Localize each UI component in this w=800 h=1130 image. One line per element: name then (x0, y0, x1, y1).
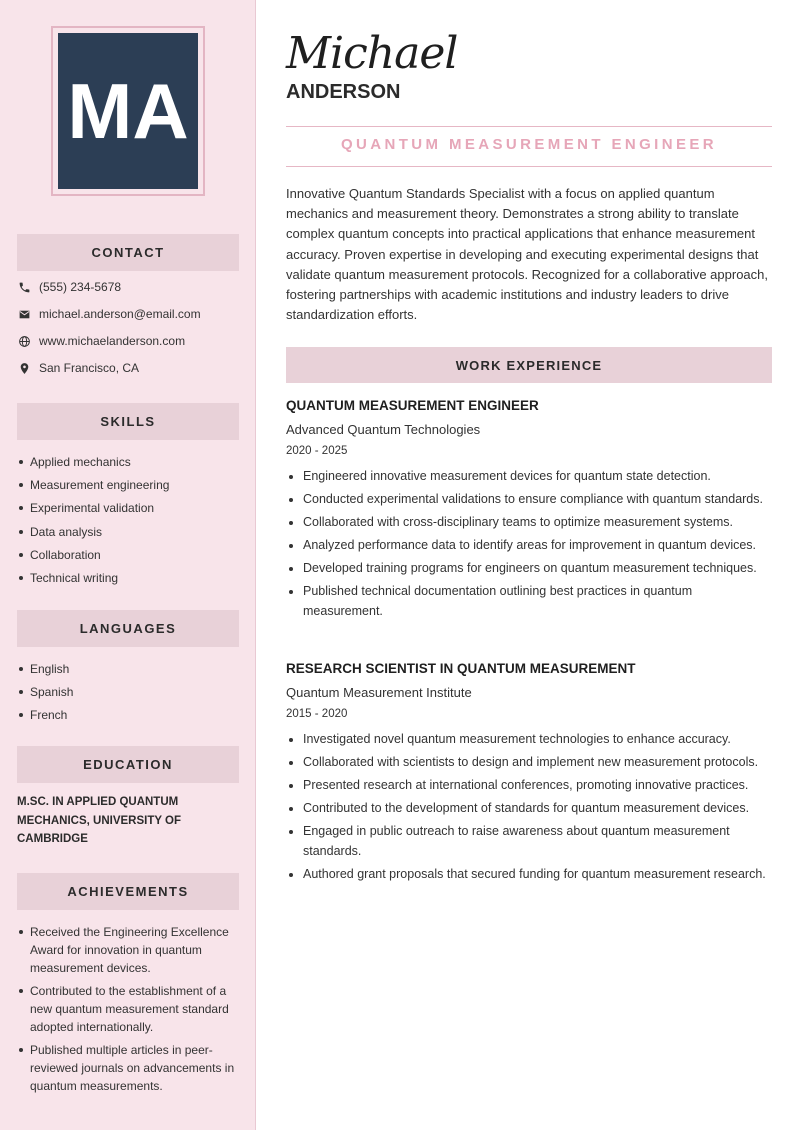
skill-item: Technical writing (17, 569, 241, 587)
contact-email (17, 307, 201, 321)
job-bullet: Engaged in public outreach to raise awareness about quantum measurement standards. (286, 822, 772, 861)
monogram-frame (51, 26, 205, 196)
language-item: English (17, 660, 241, 678)
achievement-item: Published multiple articles in peer-reviewed journals on advancements in quantum measurements. (17, 1041, 241, 1095)
title-rule-top (286, 126, 772, 127)
job-bullet: Conducted experimental validations to ensure compliance with quantum standards. (286, 490, 772, 510)
email-icon (17, 307, 31, 321)
languages-list (17, 660, 241, 724)
skill-item: Data analysis (17, 523, 241, 541)
skill-item: Experimental validation (17, 499, 241, 517)
website-text[interactable]: www.michaelanderson.com (39, 334, 186, 348)
achievements-list (17, 923, 241, 1095)
phone-icon (17, 280, 31, 294)
globe-icon (17, 334, 31, 348)
job-bullet: Analyzed performance data to identify areas for improvement in quantum devices. (286, 536, 772, 556)
contact-website (17, 334, 185, 348)
job-bullets (286, 730, 772, 888)
job-bullet: Investigated novel quantum measurement technologies to enhance accuracy. (286, 730, 772, 750)
location-text: San Francisco, CA (39, 361, 140, 375)
contact-phone (17, 280, 121, 294)
achievement-item: Contributed to the establishment of a new quantum measurement standard adopted internationally. (17, 982, 241, 1036)
first-name: Michael (286, 28, 458, 79)
title-rule-bottom (286, 166, 772, 167)
location-pin-icon (17, 361, 31, 375)
job-company: Quantum Measurement Institute (286, 685, 472, 700)
achievements-heading: ACHIEVEMENTS (17, 873, 239, 910)
language-item: Spanish (17, 683, 241, 701)
email-text[interactable]: michael.anderson@email.com (39, 307, 201, 321)
job-bullet: Developed training programs for engineers on quantum measurement techniques. (286, 559, 772, 579)
phone-text: (555) 234-5678 (39, 280, 122, 294)
skill-item: Collaboration (17, 546, 241, 564)
languages-heading: LANGUAGES (17, 610, 239, 647)
monogram: MA (58, 33, 198, 189)
job-company: Advanced Quantum Technologies (286, 422, 481, 437)
job-bullet: Presented research at international conferences, promoting innovative practices. (286, 776, 772, 796)
job-dates: 2020 - 2025 (286, 445, 348, 457)
achievement-item: Received the Engineering Excellence Award for innovation in quantum measurement devices. (17, 923, 241, 977)
skill-item: Measurement engineering (17, 476, 241, 494)
education-heading: EDUCATION (17, 746, 239, 783)
professional-title: QUANTUM MEASUREMENT ENGINEER (340, 136, 718, 153)
job-bullets (286, 467, 772, 625)
job-bullet: Collaborated with cross-disciplinary teams to optimize measurement systems. (286, 513, 772, 533)
language-item: French (17, 706, 241, 724)
job-dates: 2015 - 2020 (286, 708, 348, 720)
job-bullet: Authored grant proposals that secured funding for quantum measurement research. (286, 865, 772, 885)
job-bullet: Contributed to the development of standards for quantum measurement devices. (286, 799, 772, 819)
last-name: ANDERSON (286, 81, 401, 103)
job-bullet: Engineered innovative measurement devices for quantum state detection. (286, 467, 772, 487)
profile-summary: Innovative Quantum Standards Specialist with a focus on applied quantum mechanics and measurement theory. Demonstrates a strong ability to translate complex quantum concepts into practical applications that enhance measurement accuracy. Proven expertise in developing and executing experimental designs that validate quantum measurement protocols. Recognized for a collaborative approach, fostering partnerships with academic institutions and industry leaders to drive standardization efforts. (286, 186, 768, 323)
work-experience-heading: WORK EXPERIENCE (286, 347, 772, 383)
contact-location (17, 361, 139, 375)
education-degree: M.SC. IN APPLIED QUANTUM MECHANICS, UNIVERSITY OF CAMBRIDGE (17, 796, 181, 845)
contact-heading: CONTACT (17, 234, 239, 271)
job-role: QUANTUM MEASUREMENT ENGINEER (286, 398, 539, 413)
job-bullet: Published technical documentation outlining best practices in quantum measurement. (286, 582, 772, 621)
skills-heading: SKILLS (17, 403, 239, 440)
skills-list (17, 453, 241, 587)
job-bullet: Collaborated with scientists to design and implement new measurement protocols. (286, 753, 772, 773)
main-content (286, 0, 772, 1130)
skill-item: Applied mechanics (17, 453, 241, 471)
job-role: RESEARCH SCIENTIST IN QUANTUM MEASUREMENT (286, 661, 636, 676)
sidebar (0, 0, 256, 1130)
